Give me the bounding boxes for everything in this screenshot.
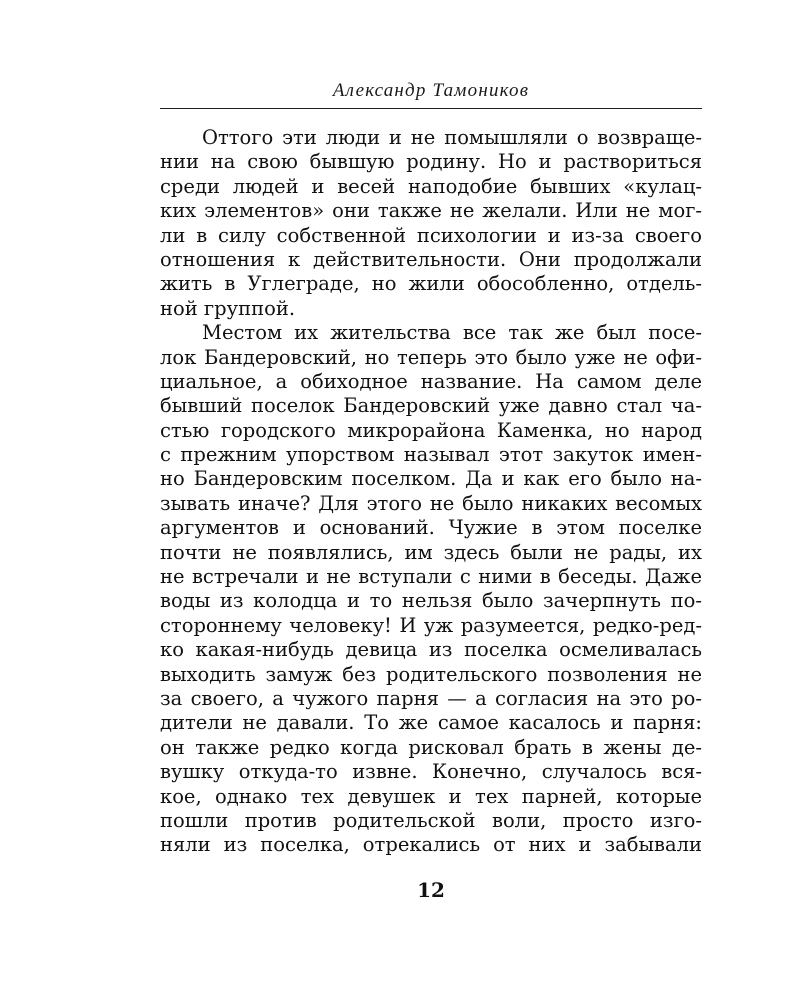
text-line: зывать иначе? Для этого не было никаких весомых xyxy=(160,491,702,515)
header-divider xyxy=(160,108,702,109)
text-line: Местом их жительства все так же был посе- xyxy=(202,321,702,345)
text-line: отношения к действительности. Они продолжали xyxy=(160,247,702,271)
text-line: не встречали и не вступали с ними в беседы. Даже xyxy=(160,565,702,589)
page-number: 12 xyxy=(417,878,445,902)
text-line: нии на свою бывшую родину. Но и раствориться xyxy=(160,150,702,174)
text-line: с прежним упорством называл этот закуток имен- xyxy=(160,443,702,467)
text-line: лок Бандеровский, но теперь это было уже не офи- xyxy=(160,345,702,369)
text-line: стороннему человеку! И уж разумеется, редко-ред- xyxy=(160,613,702,637)
text-line: бывший поселок Бандеровский уже давно стал ча- xyxy=(160,394,702,418)
text-line: вушку откуда-то извне. Конечно, случалось вся- xyxy=(160,760,702,784)
text-line: почти не появлялись, им здесь были не рады, их xyxy=(160,540,702,564)
text-line: среди людей и весей наподобие бывших «кулац- xyxy=(160,174,702,198)
text-line: дители не давали. То же самое касалось и парня: xyxy=(160,711,702,735)
text-line: но Бандеровским поселком. Да и как его было на- xyxy=(160,467,702,491)
text-line: стью городского микрорайона Каменка, но народ xyxy=(160,418,702,442)
page-body xyxy=(160,126,702,858)
text-line: ли в силу собственной психологии и из-за своего xyxy=(160,223,702,247)
text-line: кое, однако тех девушек и тех парней, которые xyxy=(160,784,702,808)
text-line: пошли против родительской воли, просто изго- xyxy=(160,808,702,832)
text-line: ко какая-нибудь девица из поселка осмеливалась xyxy=(160,638,702,662)
text-line: аргументов и оснований. Чужие в этом поселке xyxy=(160,516,702,540)
text-line: Оттого эти люди и не помышляли о возвраще- xyxy=(202,126,702,149)
text-line: жить в Углеграде, но жили обособленно, отдель- xyxy=(160,272,702,296)
text-line: циальное, а обиходное название. На самом деле xyxy=(160,369,702,393)
text-line: он также редко когда рисковал брать в жены де- xyxy=(160,735,702,759)
text-line: ной группой. xyxy=(160,296,296,320)
text-line: ких элементов» они также не желали. Или не мог- xyxy=(160,199,702,223)
text-line: няли из поселка, отрекались от них и забывали xyxy=(160,833,702,857)
text-line: выходить замуж без родительского позволения не xyxy=(160,662,702,686)
text-line: за своего, а чужого парня — а согласия на это ро- xyxy=(160,686,702,710)
text-line: воды из колодца и то нельзя было зачерпнуть по- xyxy=(160,589,702,613)
running-header: Александр Тамоников xyxy=(332,80,530,101)
